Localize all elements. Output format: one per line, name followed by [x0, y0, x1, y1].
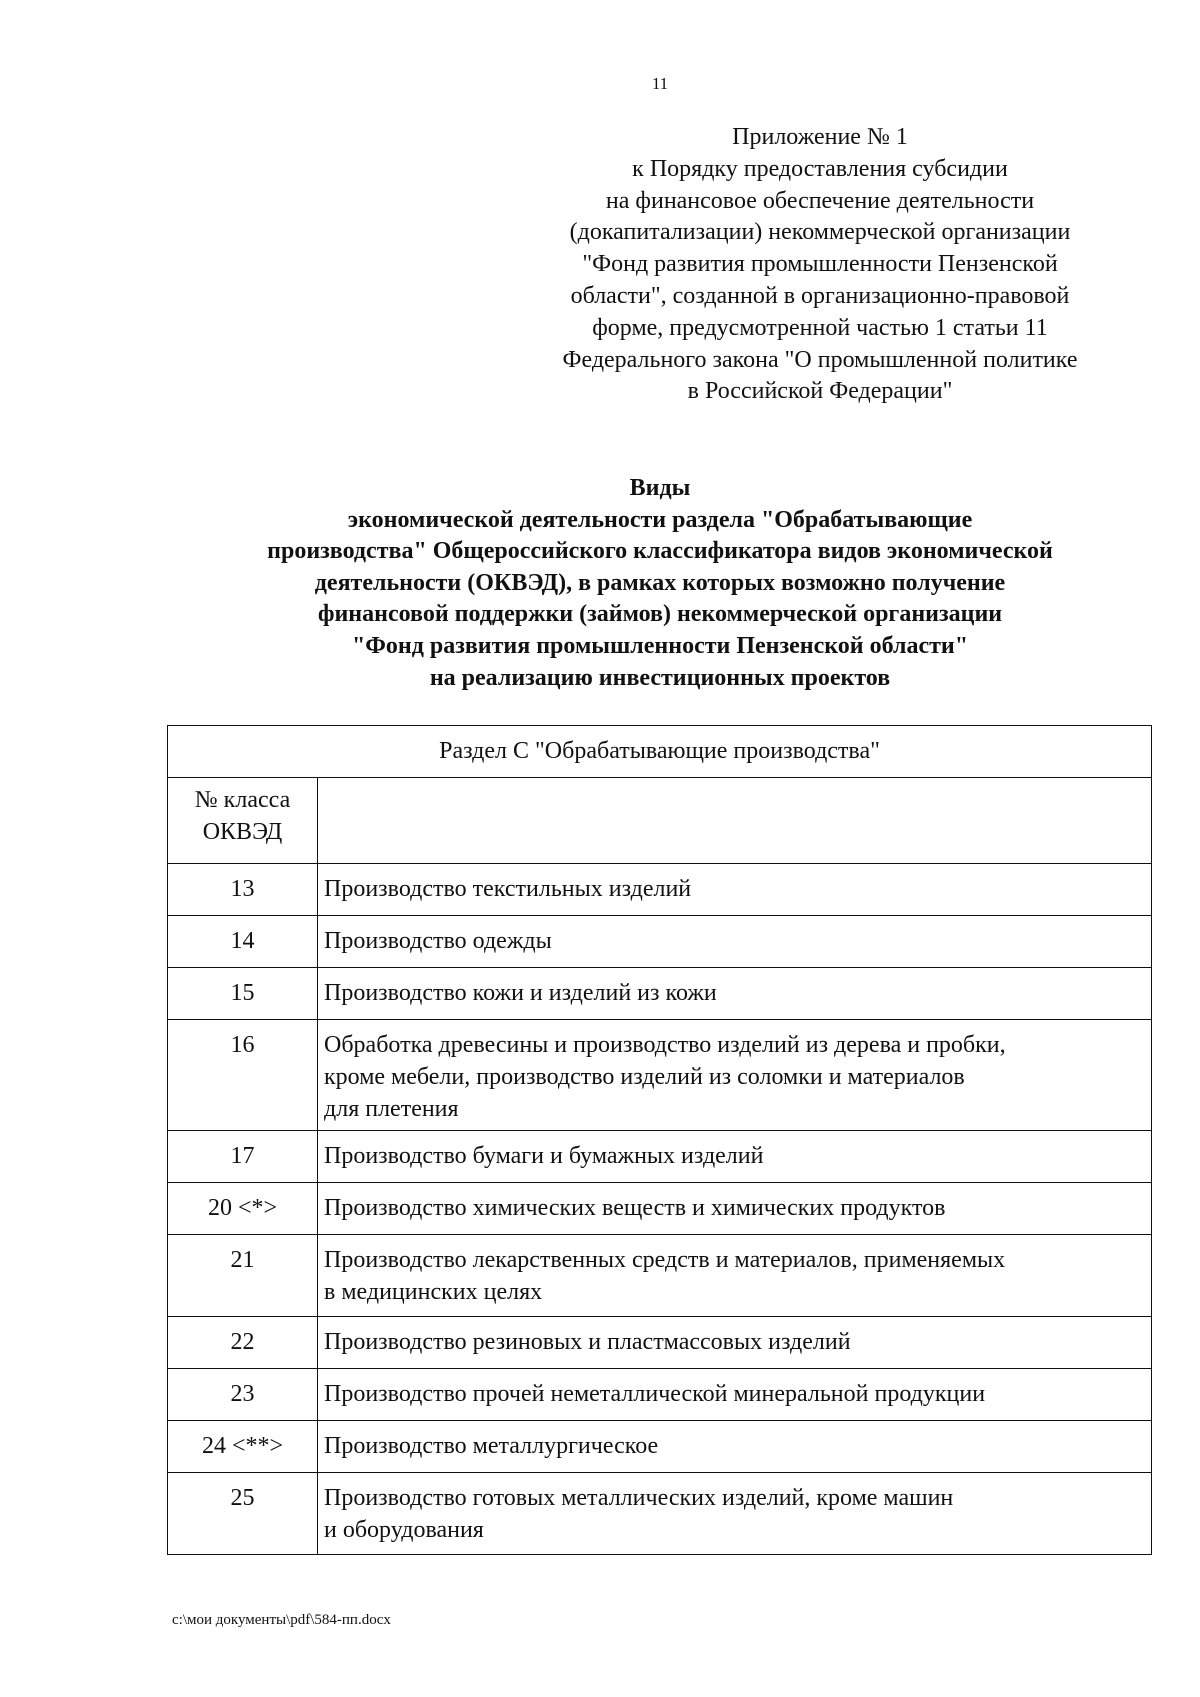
activity-name-line: Производство текстильных изделий [324, 876, 692, 902]
heading-line: "Фонд развития промышленности Пензенской области" [351, 632, 969, 659]
table-row [168, 1235, 1152, 1317]
heading-line: деятельности (ОКВЭД), в рамках которых возможно получение [314, 569, 1006, 596]
section-row [168, 726, 1152, 778]
activity-name-line: в медицинских целях [324, 1279, 543, 1305]
table-row [168, 1421, 1152, 1473]
activity-name-line: и оборудования [324, 1517, 484, 1543]
table-row [168, 1131, 1152, 1183]
table-row [168, 1369, 1152, 1421]
activity-name-line: Обработка древесины и производство изделий из дерева и пробки, [324, 1032, 1006, 1058]
okved-code-cell: 16 [168, 1020, 318, 1131]
activity-name-line: Производство прочей неметаллической минеральной продукции [324, 1381, 986, 1407]
appendix-line: форме, предусмотренной частью 1 статьи 11 [592, 314, 1048, 341]
activity-name-cell [318, 968, 1152, 1020]
table-row [168, 1317, 1152, 1369]
activity-name-line: для плетения [324, 1096, 459, 1122]
heading-line: Виды [629, 475, 691, 501]
appendix-reference [510, 122, 1130, 408]
appendix-line: Федерального закона "О промышленной политике [562, 346, 1078, 373]
okved-code-cell: 21 [168, 1235, 318, 1317]
activity-name-line: Производство лекарственных средств и материалов, применяемых [324, 1247, 1006, 1273]
okved-code-cell: 20 <*> [168, 1183, 318, 1235]
activity-name-cell [318, 1369, 1152, 1421]
header-name-cell [318, 778, 1152, 864]
appendix-line: области", созданной в организационно-правовой [570, 282, 1070, 309]
activity-name-line: Производство металлургическое [324, 1433, 659, 1459]
activity-name-line: Производство химических веществ и химических продуктов [324, 1195, 946, 1221]
okved-code-cell: 15 [168, 968, 318, 1020]
header-code-line: ОКВЭД [202, 819, 283, 845]
activity-name-line: Производство резиновых и пластмассовых изделий [324, 1329, 851, 1355]
document-heading [160, 473, 1160, 694]
table-row [168, 916, 1152, 968]
heading-line: на реализацию инвестиционных проектов [429, 664, 891, 691]
section-title: Раздел C "Обрабатывающие производства" [168, 726, 1152, 778]
activity-name-cell [318, 916, 1152, 968]
appendix-line: (докапитализации) некоммерческой организации [569, 219, 1071, 246]
header-row [168, 778, 1152, 864]
page-number: 11 [651, 74, 669, 93]
table-row [168, 1473, 1152, 1555]
activity-name-cell [318, 1183, 1152, 1235]
appendix-line: к Порядку предоставления субсидии [632, 155, 1008, 182]
appendix-line: "Фонд развития промышленности Пензенской [582, 251, 1058, 278]
activity-name-cell [318, 1421, 1152, 1473]
header-code-line: № класса [194, 787, 291, 813]
appendix-line: Приложение № 1 [732, 124, 908, 150]
okved-code-cell: 14 [168, 916, 318, 968]
heading-line: производства" Общероссийского классификатора видов экономической [267, 538, 1053, 565]
activity-name-line: Производство кожи и изделий из кожи [324, 980, 717, 1006]
activity-name-cell [318, 1235, 1152, 1317]
activity-name-cell [318, 864, 1152, 916]
activity-name-line: Производство готовых металлических изделий, кроме машин [324, 1485, 954, 1511]
activity-name-line: Производство одежды [324, 928, 552, 954]
okved-code-cell: 17 [168, 1131, 318, 1183]
file-path-footer: c:\мои документы\pdf\584-пп.docx [172, 1612, 391, 1628]
activity-name-cell [318, 1317, 1152, 1369]
heading-line: экономической деятельности раздела "Обрабатывающие [347, 506, 973, 533]
heading-line: финансовой поддержки (займов) некоммерческой организации [317, 601, 1003, 628]
okved-code-cell: 13 [168, 864, 318, 916]
okved-code-cell: 25 [168, 1473, 318, 1555]
table-row [168, 1020, 1152, 1131]
okved-code-cell: 22 [168, 1317, 318, 1369]
table-row [168, 968, 1152, 1020]
table-row [168, 864, 1152, 916]
activity-name-cell [318, 1020, 1152, 1131]
okved-table [167, 725, 1152, 1555]
activity-name-cell [318, 1473, 1152, 1555]
header-code-cell [168, 778, 318, 864]
activity-name-cell [318, 1131, 1152, 1183]
okved-code-cell: 24 <**> [168, 1421, 318, 1473]
activity-name-line: Производство бумаги и бумажных изделий [324, 1143, 764, 1169]
okved-code-cell: 23 [168, 1369, 318, 1421]
activity-name-line: кроме мебели, производство изделий из соломки и материалов [324, 1064, 965, 1090]
appendix-line: в Российской Федерации" [687, 378, 953, 405]
table-row [168, 1183, 1152, 1235]
appendix-line: на финансовое обеспечение деятельности [605, 187, 1035, 214]
